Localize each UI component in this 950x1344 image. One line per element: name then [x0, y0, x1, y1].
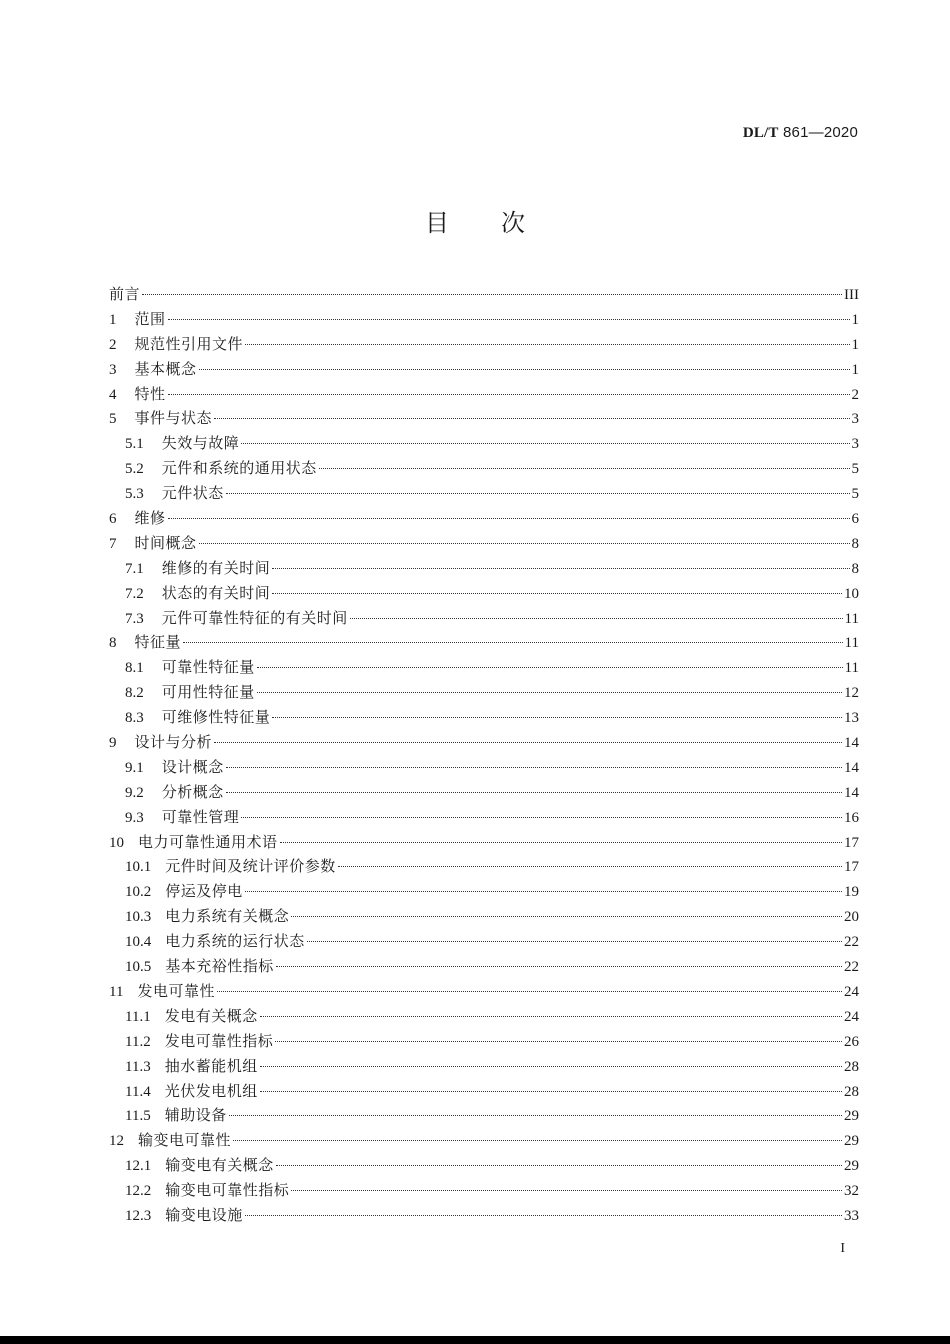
- toc-entry-number: 3: [109, 361, 117, 378]
- toc-entry-number: 4: [109, 386, 117, 403]
- toc-entry-page: 32: [844, 1183, 859, 1200]
- toc-entry-page: 28: [844, 1058, 859, 1075]
- toc-entry[interactable]: [109, 357, 859, 382]
- toc-entry[interactable]: [109, 606, 859, 631]
- toc-entry-label: 发电可靠性指标: [164, 1031, 274, 1050]
- toc-entry[interactable]: [109, 730, 859, 755]
- toc-entry[interactable]: [109, 1029, 859, 1054]
- toc-entry-number: 1: [109, 311, 117, 328]
- toc-entry[interactable]: [109, 830, 859, 855]
- toc-dot-leader: [257, 667, 843, 668]
- toc-entry[interactable]: [109, 680, 859, 705]
- toc-entry-label: 维修的有关时间: [161, 558, 271, 577]
- toc-entry-label: 辅助设备: [164, 1106, 227, 1125]
- toc-dot-leader: [319, 468, 850, 469]
- toc-entry-number: 9.3: [125, 809, 144, 826]
- toc-entry-page: 14: [844, 759, 859, 776]
- toc-entry-page: 17: [844, 834, 859, 851]
- toc-dot-leader: [272, 717, 842, 718]
- toc-entry-page: 10: [844, 585, 859, 602]
- toc-entry-page: 29: [844, 1108, 859, 1125]
- toc-entry[interactable]: [109, 332, 859, 357]
- toc-entry-label: 规范性引用文件: [134, 334, 244, 353]
- toc-entry-label: 可靠性管理: [161, 807, 240, 826]
- toc-entry-number: 10.1: [125, 859, 152, 876]
- toc-entry-number: 5.2: [125, 461, 144, 478]
- toc-entry-label: 事件与状态: [134, 409, 213, 428]
- toc-dot-leader: [241, 443, 849, 444]
- toc-entry-label: 状态的有关时间: [161, 583, 271, 602]
- toc-entry-page: 11: [844, 610, 859, 627]
- toc-dot-leader: [245, 344, 849, 345]
- toc-entry[interactable]: [109, 904, 859, 929]
- toc-entry-number: 10.5: [125, 959, 152, 976]
- toc-entry-page: 24: [844, 1008, 859, 1025]
- toc-entry-label: 基本概念: [134, 359, 197, 378]
- toc-dot-leader: [214, 418, 849, 419]
- toc-entry[interactable]: [109, 929, 859, 954]
- toc-entry-label: 维修: [134, 509, 166, 528]
- toc-entry-label: 设计概念: [161, 757, 224, 776]
- toc-entry[interactable]: [109, 1178, 859, 1203]
- toc-entry-page: 5: [851, 486, 859, 503]
- toc-entry-number: 7.3: [125, 610, 144, 627]
- toc-dot-leader: [199, 369, 850, 370]
- toc-dot-leader: [199, 543, 850, 544]
- toc-entry-page: 22: [844, 934, 859, 951]
- toc-dot-leader: [245, 891, 842, 892]
- toc-entry-label: 电力可靠性通用术语: [138, 832, 278, 851]
- toc-entry-label: 电力系统有关概念: [165, 907, 290, 926]
- toc-entry-page: 6: [851, 511, 859, 528]
- toc-entry-page: 14: [844, 784, 859, 801]
- toc-entry[interactable]: [109, 456, 859, 481]
- page-number: I: [840, 1241, 845, 1256]
- toc-entry[interactable]: [109, 1004, 859, 1029]
- toc-entry-page: 20: [844, 909, 859, 926]
- toc-entry-label: 基本充裕性指标: [165, 957, 274, 976]
- toc-entry-page: 11: [844, 635, 859, 652]
- toc-entry-label: 失效与故障: [161, 434, 240, 453]
- toc-entry-number: 11.1: [125, 1008, 151, 1025]
- toc-entry-label: 发电有关概念: [164, 1006, 258, 1025]
- toc-entry[interactable]: [109, 979, 859, 1004]
- toc-dot-leader: [233, 1140, 842, 1141]
- toc-entry-number: 12.2: [125, 1183, 152, 1200]
- toc-entry-number: 9: [109, 735, 117, 752]
- toc-entry-number: 5: [109, 411, 117, 428]
- toc-entry-label: 元件和系统的通用状态: [161, 459, 317, 478]
- toc-entry-label: 元件可靠性特征的有关时间: [161, 608, 348, 627]
- toc-entry-number: 8.1: [125, 660, 144, 677]
- toc-entry-page: 26: [844, 1033, 859, 1050]
- toc-entry-label: 输变电设施: [165, 1205, 243, 1224]
- toc-entry-label: 光伏发电机组: [164, 1081, 258, 1100]
- toc-dot-leader: [226, 493, 850, 494]
- toc-entry-label: 可维修性特征量: [161, 708, 271, 727]
- toc-dot-leader: [291, 916, 842, 917]
- toc-dot-leader: [272, 568, 849, 569]
- toc-entry-label: 分析概念: [161, 782, 224, 801]
- toc-entry-page: 3: [851, 436, 859, 453]
- toc-dot-leader: [280, 842, 842, 843]
- toc-entry[interactable]: [109, 506, 859, 531]
- toc-entry[interactable]: [109, 630, 859, 655]
- toc-entry-number: 10.2: [125, 884, 152, 901]
- toc-entry-page: 1: [851, 311, 859, 328]
- toc-entry[interactable]: [109, 431, 859, 456]
- toc-dot-leader: [226, 792, 842, 793]
- toc-entry-page: 17: [844, 859, 859, 876]
- toc-entry-label: 范围: [134, 309, 166, 328]
- toc-entry-number: 7: [109, 535, 117, 552]
- toc-entry-page: 33: [844, 1207, 859, 1224]
- toc-dot-leader: [214, 742, 842, 743]
- toc-entry-label: 输变电可靠性指标: [165, 1181, 290, 1200]
- toc-entry[interactable]: [109, 1203, 859, 1228]
- toc-entry[interactable]: [109, 1128, 859, 1153]
- toc-dot-leader: [276, 966, 842, 967]
- toc-entry[interactable]: [109, 805, 859, 830]
- toc-entry[interactable]: [109, 655, 859, 680]
- toc-dot-leader: [272, 593, 842, 594]
- toc-entry-label: 特性: [134, 384, 166, 403]
- toc-entry[interactable]: [109, 556, 859, 581]
- toc-entry-page: 28: [844, 1083, 859, 1100]
- toc-dot-leader: [168, 319, 850, 320]
- table-of-contents: [109, 282, 859, 1228]
- toc-entry-number: 11.3: [125, 1058, 151, 1075]
- toc-entry-page: 8: [851, 560, 859, 577]
- toc-dot-leader: [168, 518, 850, 519]
- toc-entry-page: III: [844, 287, 859, 303]
- toc-dot-leader: [275, 1041, 842, 1042]
- toc-entry-number: 11.5: [125, 1108, 151, 1125]
- toc-entry[interactable]: [109, 1103, 859, 1128]
- toc-entry-label: 停运及停电: [165, 882, 243, 901]
- toc-dot-leader: [350, 618, 843, 619]
- toc-dot-leader: [260, 1016, 842, 1017]
- toc-entry-page: 24: [844, 983, 859, 1000]
- toc-entry-page: 5: [851, 461, 859, 478]
- toc-entry[interactable]: [109, 307, 859, 332]
- toc-entry-number: 10.4: [125, 934, 152, 951]
- toc-entry-number: 11.2: [125, 1033, 151, 1050]
- toc-entry-page: 8: [851, 535, 859, 552]
- toc-entry[interactable]: [109, 1153, 859, 1178]
- toc-entry-number: 8.3: [125, 710, 144, 727]
- toc-entry-page: 14: [844, 735, 859, 752]
- toc-entry-label: 元件时间及统计评价参数: [165, 857, 336, 876]
- page-title: 目次: [425, 209, 577, 237]
- toc-entry-number: 7.1: [125, 560, 144, 577]
- toc-dot-leader: [260, 1066, 842, 1067]
- toc-entry[interactable]: [109, 705, 859, 730]
- toc-entry-number: 12.3: [125, 1207, 152, 1224]
- toc-entry-label: 输变电可靠性: [138, 1131, 232, 1150]
- toc-entry[interactable]: [109, 382, 859, 407]
- bottom-edge-bar: [0, 1336, 950, 1344]
- toc-entry-label: 可用性特征量: [161, 683, 255, 702]
- toc-entry-number: 10: [109, 834, 124, 851]
- toc-entry-page: 16: [844, 809, 859, 826]
- toc-entry-label: 可靠性特征量: [161, 658, 255, 677]
- toc-dot-leader: [338, 866, 842, 867]
- toc-entry-label: 时间概念: [134, 533, 197, 552]
- toc-entry-number: 8: [109, 635, 117, 652]
- toc-entry-page: 12: [844, 685, 859, 702]
- toc-entry[interactable]: [109, 581, 859, 606]
- toc-entry[interactable]: [109, 481, 859, 506]
- toc-entry-label: 输变电有关概念: [165, 1156, 274, 1175]
- toc-entry-page: 29: [844, 1158, 859, 1175]
- toc-entry-label: 元件状态: [161, 484, 224, 503]
- standard-code-prefix: DL/T: [742, 125, 779, 141]
- toc-entry-number: 11: [109, 983, 124, 1000]
- toc-entry-number: 2: [109, 336, 117, 353]
- toc-entry[interactable]: [109, 879, 859, 904]
- toc-entry[interactable]: [109, 1079, 859, 1104]
- toc-entry[interactable]: [109, 531, 859, 556]
- standard-code: [743, 123, 858, 142]
- toc-entry-label: 发电可靠性: [137, 981, 215, 1000]
- toc-entry-label: 电力系统的运行状态: [165, 932, 305, 951]
- toc-entry-page: 1: [851, 361, 859, 378]
- toc-dot-leader: [257, 692, 842, 693]
- toc-entry-label: 抽水蓄能机组: [164, 1056, 258, 1075]
- toc-entry-number: 7.2: [125, 585, 144, 602]
- toc-dot-leader: [183, 642, 843, 643]
- toc-entry-number: 12: [109, 1133, 124, 1150]
- toc-dot-leader: [229, 1115, 842, 1116]
- toc-entry-number: 9.1: [125, 759, 144, 776]
- toc-entry-number: 11.4: [125, 1083, 151, 1100]
- toc-entry-number: 9.2: [125, 784, 144, 801]
- toc-entry-page: 19: [844, 884, 859, 901]
- toc-entry[interactable]: [109, 406, 859, 431]
- toc-dot-leader: [226, 767, 842, 768]
- toc-entry[interactable]: [109, 854, 859, 879]
- toc-entry-label: 特征量: [134, 633, 182, 652]
- toc-entry[interactable]: [109, 780, 859, 805]
- toc-entry-number: 6: [109, 511, 117, 528]
- toc-dot-leader: [241, 817, 842, 818]
- toc-dot-leader: [260, 1091, 842, 1092]
- toc-dot-leader: [168, 394, 850, 395]
- toc-entry-label: 设计与分析: [134, 733, 213, 752]
- toc-entry[interactable]: [109, 282, 859, 307]
- toc-dot-leader: [276, 1165, 842, 1166]
- toc-entry-page: 13: [844, 710, 859, 727]
- toc-entry-page: 11: [844, 660, 859, 677]
- toc-dot-leader: [245, 1215, 842, 1216]
- toc-entry-number: 8.2: [125, 685, 144, 702]
- standard-code-number: 861—2020: [778, 124, 858, 141]
- toc-entry-number: 5.1: [125, 436, 144, 453]
- toc-entry-number: 5.3: [125, 486, 144, 503]
- toc-entry-page: 22: [844, 959, 859, 976]
- toc-entry[interactable]: [109, 1054, 859, 1079]
- toc-entry-label: 前言: [109, 285, 141, 303]
- toc-dot-leader: [307, 941, 842, 942]
- toc-entry-page: 3: [851, 411, 859, 428]
- toc-entry[interactable]: [109, 954, 859, 979]
- toc-entry[interactable]: [109, 755, 859, 780]
- toc-dot-leader: [291, 1190, 842, 1191]
- toc-entry-page: 29: [844, 1133, 859, 1150]
- toc-dot-leader: [217, 991, 842, 992]
- toc-entry-number: 10.3: [125, 909, 152, 926]
- toc-entry-page: 1: [851, 336, 859, 353]
- toc-dot-leader: [142, 294, 842, 295]
- toc-entry-number: 12.1: [125, 1158, 152, 1175]
- toc-entry-page: 2: [851, 386, 859, 403]
